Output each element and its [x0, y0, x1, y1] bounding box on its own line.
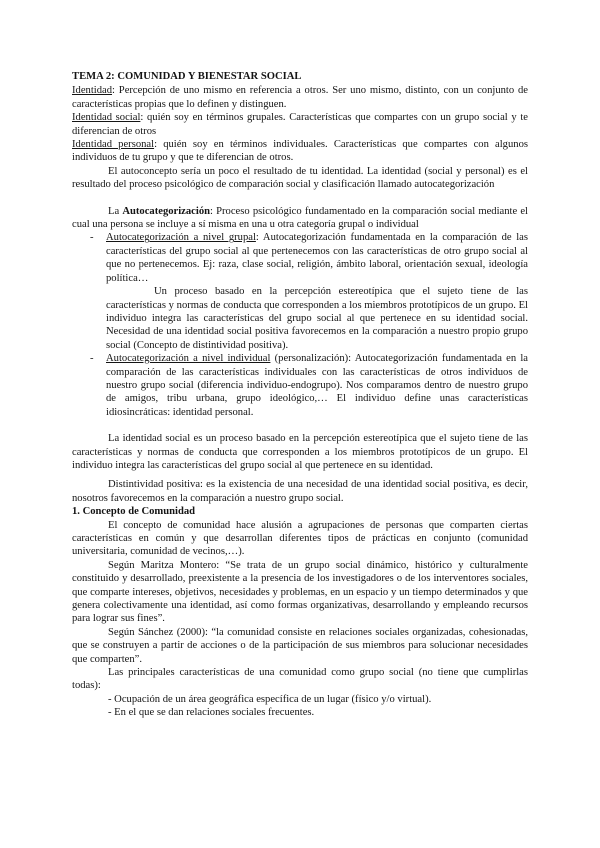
individual-term: Autocategorización a nivel individual	[106, 353, 271, 365]
def-text: : quién soy en términos grupales. Características que compartes con un grupo social y te diferencian de otros	[72, 112, 528, 137]
lead-text: La	[108, 205, 123, 217]
def-term: Identidad personal	[72, 139, 155, 151]
bullet-individual	[72, 352, 528, 419]
bullet-grupal	[72, 231, 528, 285]
autocategorizacion-text: : Proceso psicológico fundamentado en la comparación social mediante el cual una persona se incluye a sí misma en una u otra categoría grupal o individual	[72, 205, 528, 231]
list-item: - Ocupación de un área geográfica específica de un lugar (físico y/o virtual).	[108, 693, 432, 705]
def-identidad-personal	[72, 138, 528, 165]
list-item: - En el que se dan relaciones sociales frecuentes.	[108, 707, 315, 719]
distintividad-paragraph: Distintividad positiva: es la existencia de una necesidad de una identidad social positiva, es decir, nosotros favorecemos en la comparación a nuestro grupo social.	[72, 479, 528, 504]
spacer	[72, 192, 528, 205]
section-heading: 1. Concepto de Comunidad	[72, 506, 196, 518]
autocategorizacion-term: Autocategorización	[122, 205, 211, 217]
def-text: : quién soy en términos individuales. Características que compartes con algunos individuos de tu grupo y que te diferencian de otros.	[72, 139, 528, 164]
def-identidad	[72, 84, 528, 111]
spacer	[72, 419, 528, 432]
individual-text: (personalización): Autocategorización fundamentada en la comparación de las características individuales con las características de otros individuos de nuestro grupo social (diferencia individuo-endogrupo). Nos comparamos dentro de nuestro grupo de amigos, tribu urbana, grupo ideológico,… El individuo define unas características idiosincráticas: identidad personal.	[106, 353, 528, 418]
document-title: TEMA 2: COMUNIDAD Y BIENESTAR SOCIAL	[72, 71, 302, 82]
grupal-subparagraph: Un proceso basado en la percepción estereotípica que el sujeto tiene de las características y normas de conducta que corresponden a los miembros prototípicos de un grupo. El individuo integra las características del grupo social al que pertenece en su identidad social. Necesidad de una identidad social positiva favorecemos en la comparación a nuestro propio grupo social (Concepto de distintividad positiva).	[106, 286, 528, 351]
def-term: Identidad social	[72, 112, 141, 124]
def-term: Identidad	[72, 85, 113, 97]
autoconcepto-paragraph: El autoconcepto sería un poco el resultado de tu identidad. La identidad (social y personal) es el resultado del proceso psicológico de comparación social y clasificación llamado autocategorización	[72, 165, 528, 191]
def-text: : Percepción de uno mismo en referencia a otros. Ser uno mismo, distinto, con un conjunto de características propias que lo definen y distinguen.	[72, 85, 528, 110]
grupal-paragraph	[106, 231, 528, 285]
def-identidad-social	[72, 111, 528, 138]
grupal-subparagraph-wrap	[72, 285, 528, 352]
dash-bullet: -	[90, 353, 94, 365]
dash-bullet: -	[90, 232, 94, 244]
autocategorizacion-paragraph	[72, 205, 528, 232]
caracteristicas-intro: Las principales características de una comunidad como grupo social (no tiene que cumplirlas todas):	[72, 667, 528, 692]
comunidad-paragraph: El concepto de comunidad hace alusión a agrupaciones de personas que comparten ciertas características en común y que desarrollan diferentes tipos de prácticas en conjunto (comunidad universitaria, comunidad de vecinos,…).	[72, 519, 528, 558]
montero-quote: Según Maritza Montero: “Se trata de un grupo social dinámico, histórico y culturalmente constituido y desarrollado, preexistente a la presencia de los investigadores o de los interventores sociales, que comparte intereses, objetivos, necesidades y problemas, en un espacio y un tiempo determinados y que genera colectivamente una identidad, así como formas organizativas, desarrollando y empleando recursos para lograr sus fines”.	[72, 559, 528, 625]
sanchez-quote: Según Sánchez (2000): “la comunidad consiste en relaciones sociales organizadas, cohesionadas, que se construyen a partir de acciones o de la participación de sus miembros para solucionar necesidades que comparten”.	[72, 626, 528, 665]
document-body	[72, 70, 528, 720]
individual-paragraph	[106, 352, 528, 419]
identidad-social-paragraph: La identidad social es un proceso basado en la percepción estereotípica que el sujeto tiene de las características y normas de conducta que corresponden a los miembros prototípicos de un grupo. El individuo integra las características del grupo social al que pertenece en su identidad.	[72, 433, 528, 471]
grupal-text: : Autocategorización fundamentada en la comparación de las características del grupo social al que pertenecemos con las características de otro grupo social al que no pertenecemos. Ej: raza, clase social, religión, ámbito laboral, orientación sexual, ideología política…	[106, 232, 529, 284]
grupal-term: Autocategorización a nivel grupal	[106, 232, 256, 244]
